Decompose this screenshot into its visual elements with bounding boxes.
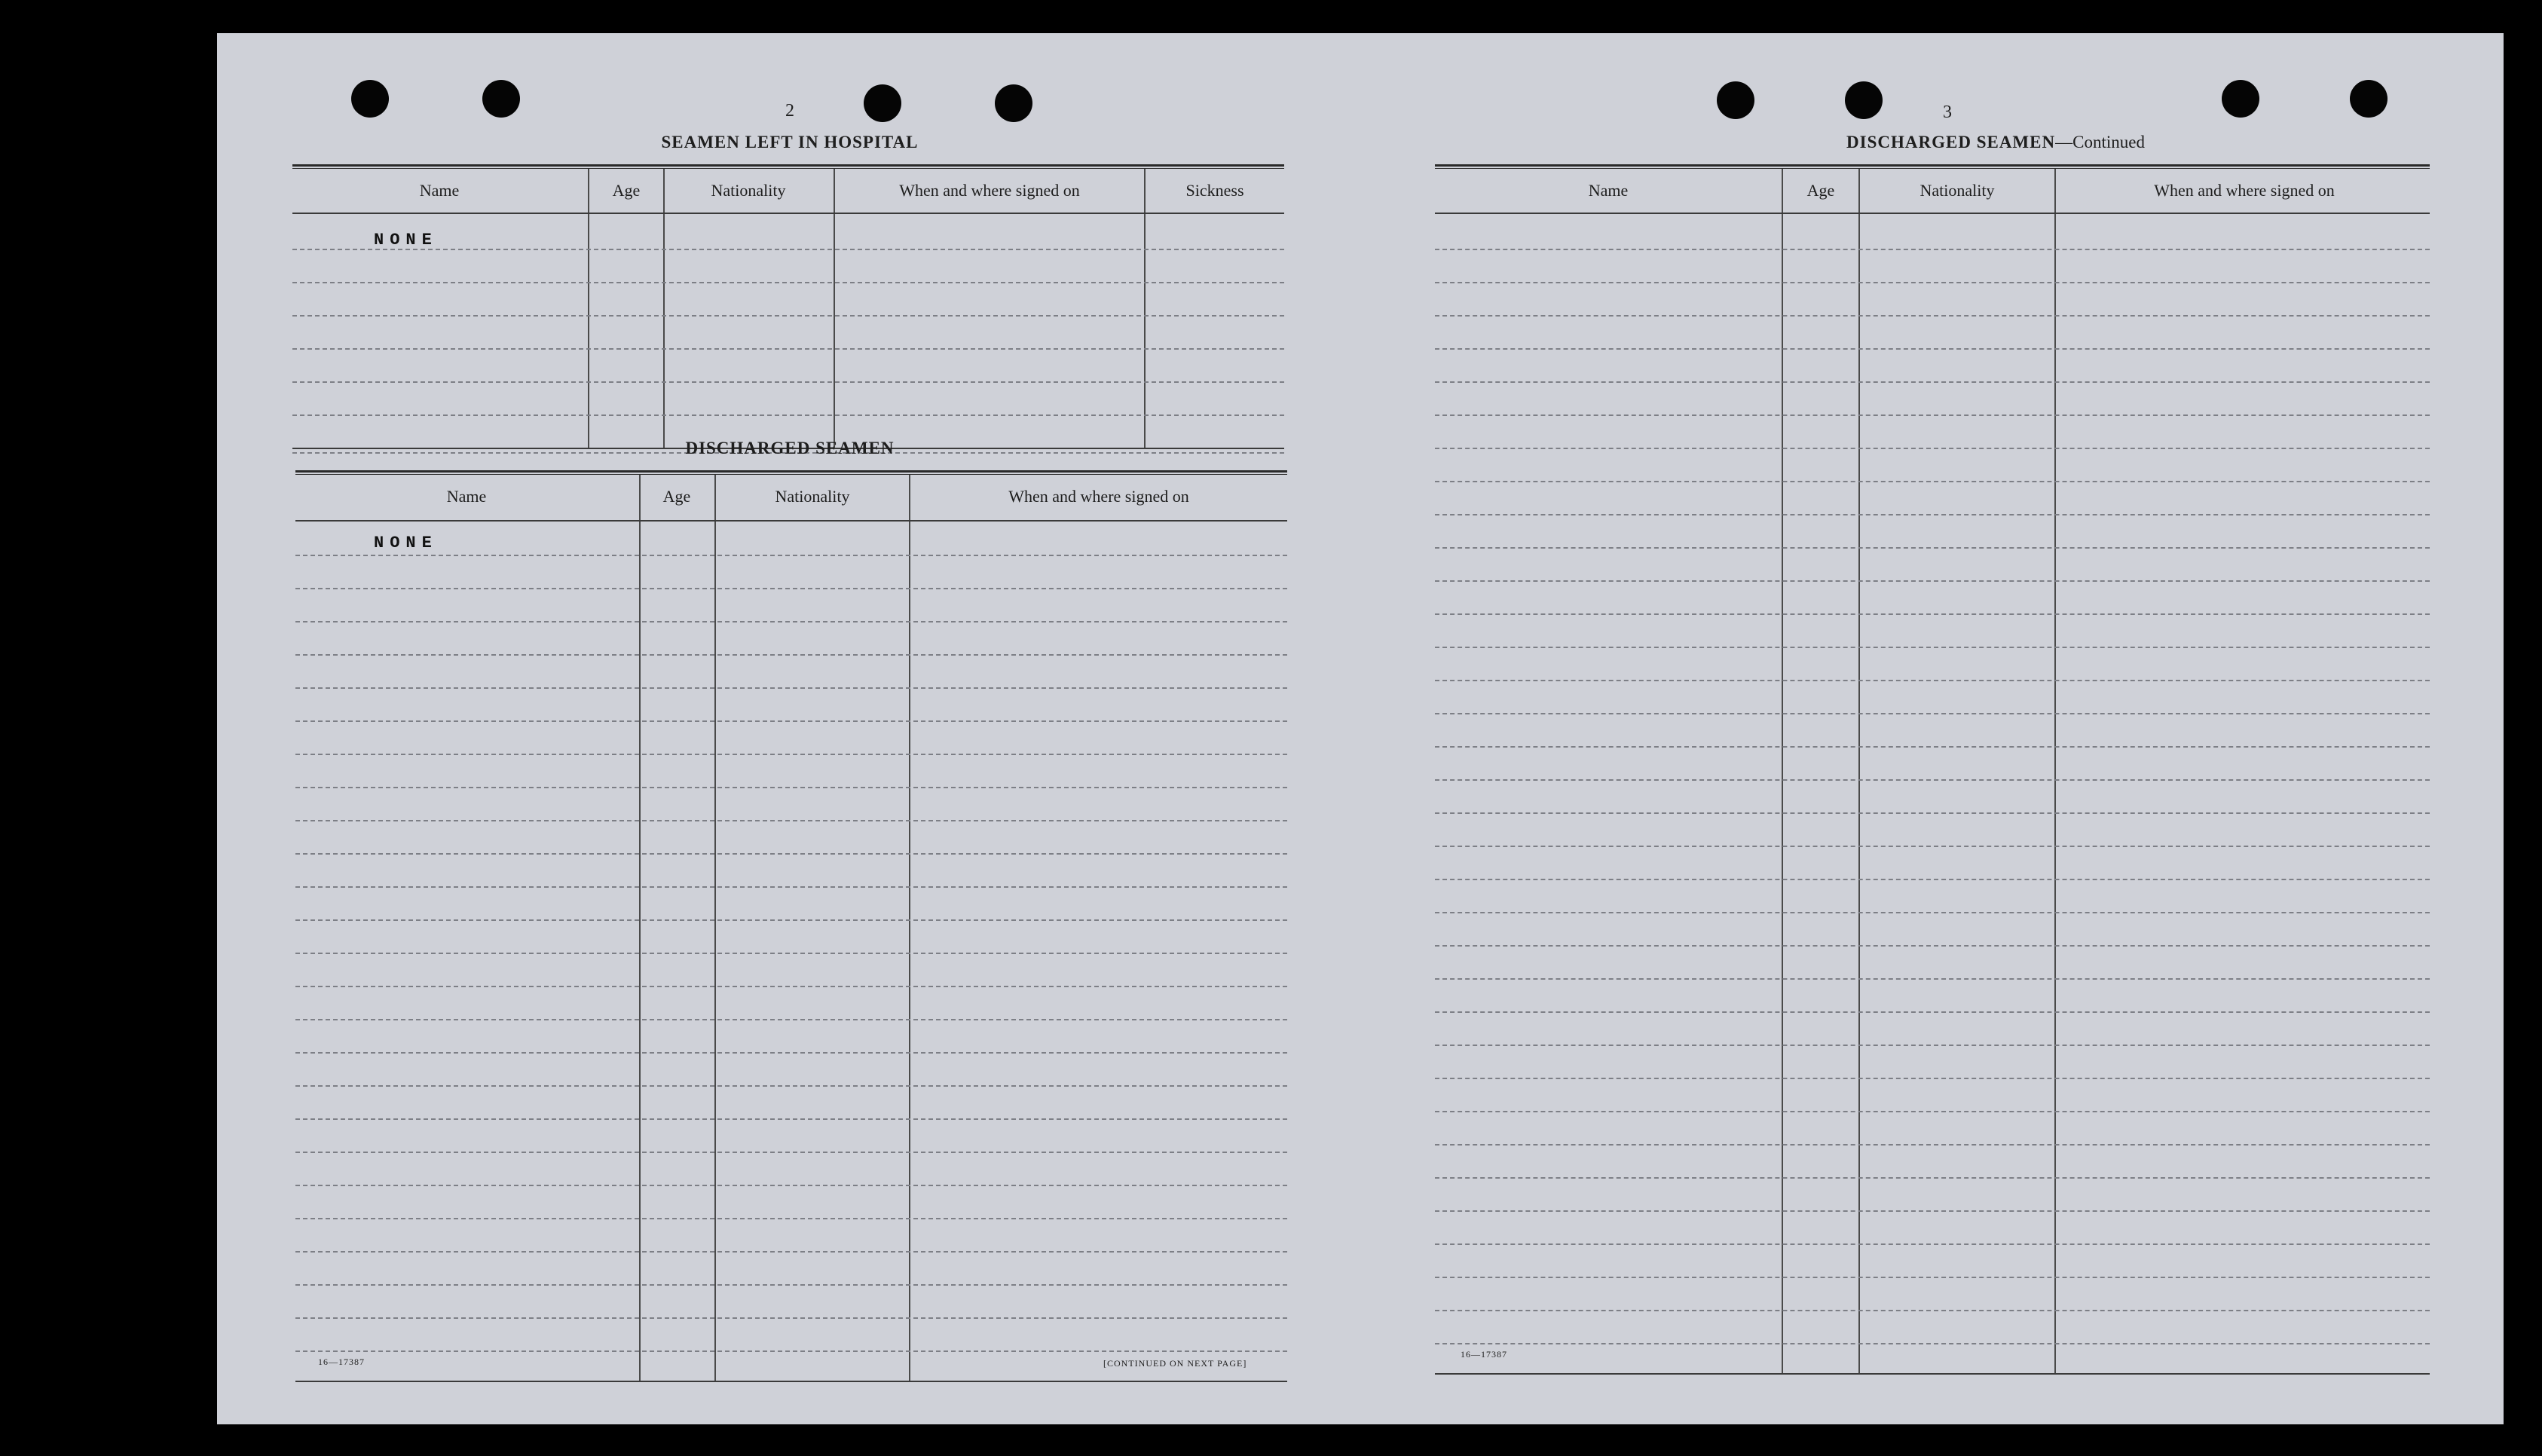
section-rule	[292, 164, 1284, 169]
row-line	[1435, 713, 2430, 714]
row-line	[1435, 846, 2430, 847]
row-line	[1435, 348, 2430, 350]
row-line	[295, 621, 1287, 622]
row-line	[295, 720, 1287, 722]
row-line	[295, 1251, 1287, 1253]
column-divider	[834, 169, 835, 449]
punch-hole	[482, 80, 520, 118]
row-line	[1435, 580, 2430, 582]
row-line	[1435, 1343, 2430, 1344]
column-divider	[714, 475, 716, 1381]
row-line	[292, 249, 1284, 250]
row-line	[1435, 547, 2430, 549]
row-line	[1435, 912, 2430, 913]
row-line	[1435, 514, 2430, 515]
row-line	[1435, 680, 2430, 681]
column-divider	[1782, 169, 1783, 1375]
row-line	[292, 381, 1284, 383]
column-header-age: Age	[662, 487, 691, 506]
row-line	[295, 1152, 1287, 1153]
row-line	[295, 787, 1287, 788]
row-line	[1435, 1177, 2430, 1179]
continued-note: [CONTINUED ON NEXT PAGE]	[1103, 1358, 1247, 1369]
row-line	[1435, 978, 2430, 980]
column-header-sickness: Sickness	[1185, 181, 1244, 200]
punch-hole	[1845, 81, 1883, 119]
header-rule	[1435, 213, 2430, 214]
row-line	[1435, 613, 2430, 615]
column-header-age: Age	[612, 181, 641, 200]
discharged-continued-title	[1762, 133, 2229, 152]
row-line	[1435, 812, 2430, 814]
row-line	[295, 886, 1287, 888]
section-rule	[1435, 164, 2430, 169]
hospital-section-title: SEAMEN LEFT IN HOSPITAL	[661, 133, 919, 151]
row-line	[1435, 647, 2430, 648]
row-line	[1435, 282, 2430, 283]
column-divider	[588, 169, 589, 449]
punch-hole	[864, 84, 901, 122]
section-rule	[295, 470, 1287, 475]
row-line	[295, 1350, 1287, 1352]
row-line	[1435, 1310, 2430, 1311]
document-sheet	[217, 33, 2504, 1424]
row-line	[1435, 1078, 2430, 1079]
punch-hole	[1717, 81, 1754, 119]
column-divider	[2054, 169, 2056, 1375]
discharged-continued-title-suffix: —Continued	[2055, 133, 2145, 151]
form-number: 16—17387	[318, 1357, 365, 1367]
row-line	[1435, 315, 2430, 317]
row-line	[1435, 1011, 2430, 1013]
row-line	[295, 919, 1287, 921]
row-line	[295, 1085, 1287, 1087]
row-line	[295, 1218, 1287, 1219]
column-header-age: Age	[1806, 181, 1835, 200]
row-line	[295, 853, 1287, 855]
row-line	[292, 414, 1284, 416]
row-line	[295, 986, 1287, 987]
row-line	[1435, 1045, 2430, 1046]
column-header-signed-on: When and where signed on	[1008, 487, 1189, 506]
row-line	[1435, 879, 2430, 880]
row-line	[295, 654, 1287, 656]
row-line	[1435, 381, 2430, 383]
punch-hole	[351, 80, 389, 118]
row-line	[1435, 481, 2430, 482]
form-number: 16—17387	[1461, 1349, 1507, 1360]
punch-hole	[2350, 80, 2388, 118]
column-divider	[1144, 169, 1146, 449]
row-line	[1435, 414, 2430, 416]
column-divider	[1858, 169, 1860, 1375]
row-line	[295, 1284, 1287, 1286]
row-line	[1435, 779, 2430, 781]
row-line	[295, 1317, 1287, 1319]
row-line	[1435, 1243, 2430, 1245]
row-line	[295, 1118, 1287, 1120]
row-line	[295, 555, 1287, 556]
column-header-name: Name	[446, 487, 487, 506]
row-line	[292, 348, 1284, 350]
row-line	[295, 1185, 1287, 1186]
column-divider	[909, 475, 910, 1381]
row-line	[292, 282, 1284, 283]
row-line	[295, 687, 1287, 689]
header-rule	[295, 520, 1287, 522]
discharged-continued-title-main: DISCHARGED SEAMEN	[1846, 133, 2056, 151]
column-header-name: Name	[419, 181, 460, 200]
row-line	[1435, 1144, 2430, 1146]
row-line	[295, 1019, 1287, 1020]
row-line	[1435, 1111, 2430, 1112]
row-line	[295, 820, 1287, 821]
table-bottom-rule	[1435, 1373, 2430, 1375]
row-line	[1435, 249, 2430, 250]
row-line	[295, 953, 1287, 954]
row-line	[292, 315, 1284, 317]
row-line	[1435, 945, 2430, 947]
punch-hole	[2222, 80, 2259, 118]
column-header-signed-on: When and where signed on	[2154, 181, 2335, 200]
column-header-nationality: Nationality	[711, 181, 786, 200]
column-header-nationality: Nationality	[1920, 181, 1995, 200]
discharged-entry-none: NONE	[374, 534, 438, 552]
column-divider	[663, 169, 665, 449]
column-header-signed-on: When and where signed on	[899, 181, 1080, 200]
row-line	[1435, 1210, 2430, 1212]
column-header-nationality: Nationality	[775, 487, 850, 506]
column-divider	[639, 475, 641, 1381]
header-rule	[292, 213, 1284, 214]
row-line	[1435, 746, 2430, 748]
row-line	[295, 754, 1287, 755]
column-header-name: Name	[1588, 181, 1629, 200]
row-line	[295, 1052, 1287, 1054]
table-bottom-rule	[295, 1381, 1287, 1382]
discharged-section-title: DISCHARGED SEAMEN	[685, 439, 895, 457]
row-line	[295, 588, 1287, 589]
page-number: 3	[1943, 102, 1952, 122]
punch-hole	[995, 84, 1032, 122]
hospital-entry-none: NONE	[374, 231, 438, 249]
page-number: 2	[785, 101, 794, 121]
row-line	[1435, 448, 2430, 449]
row-line	[1435, 1277, 2430, 1278]
